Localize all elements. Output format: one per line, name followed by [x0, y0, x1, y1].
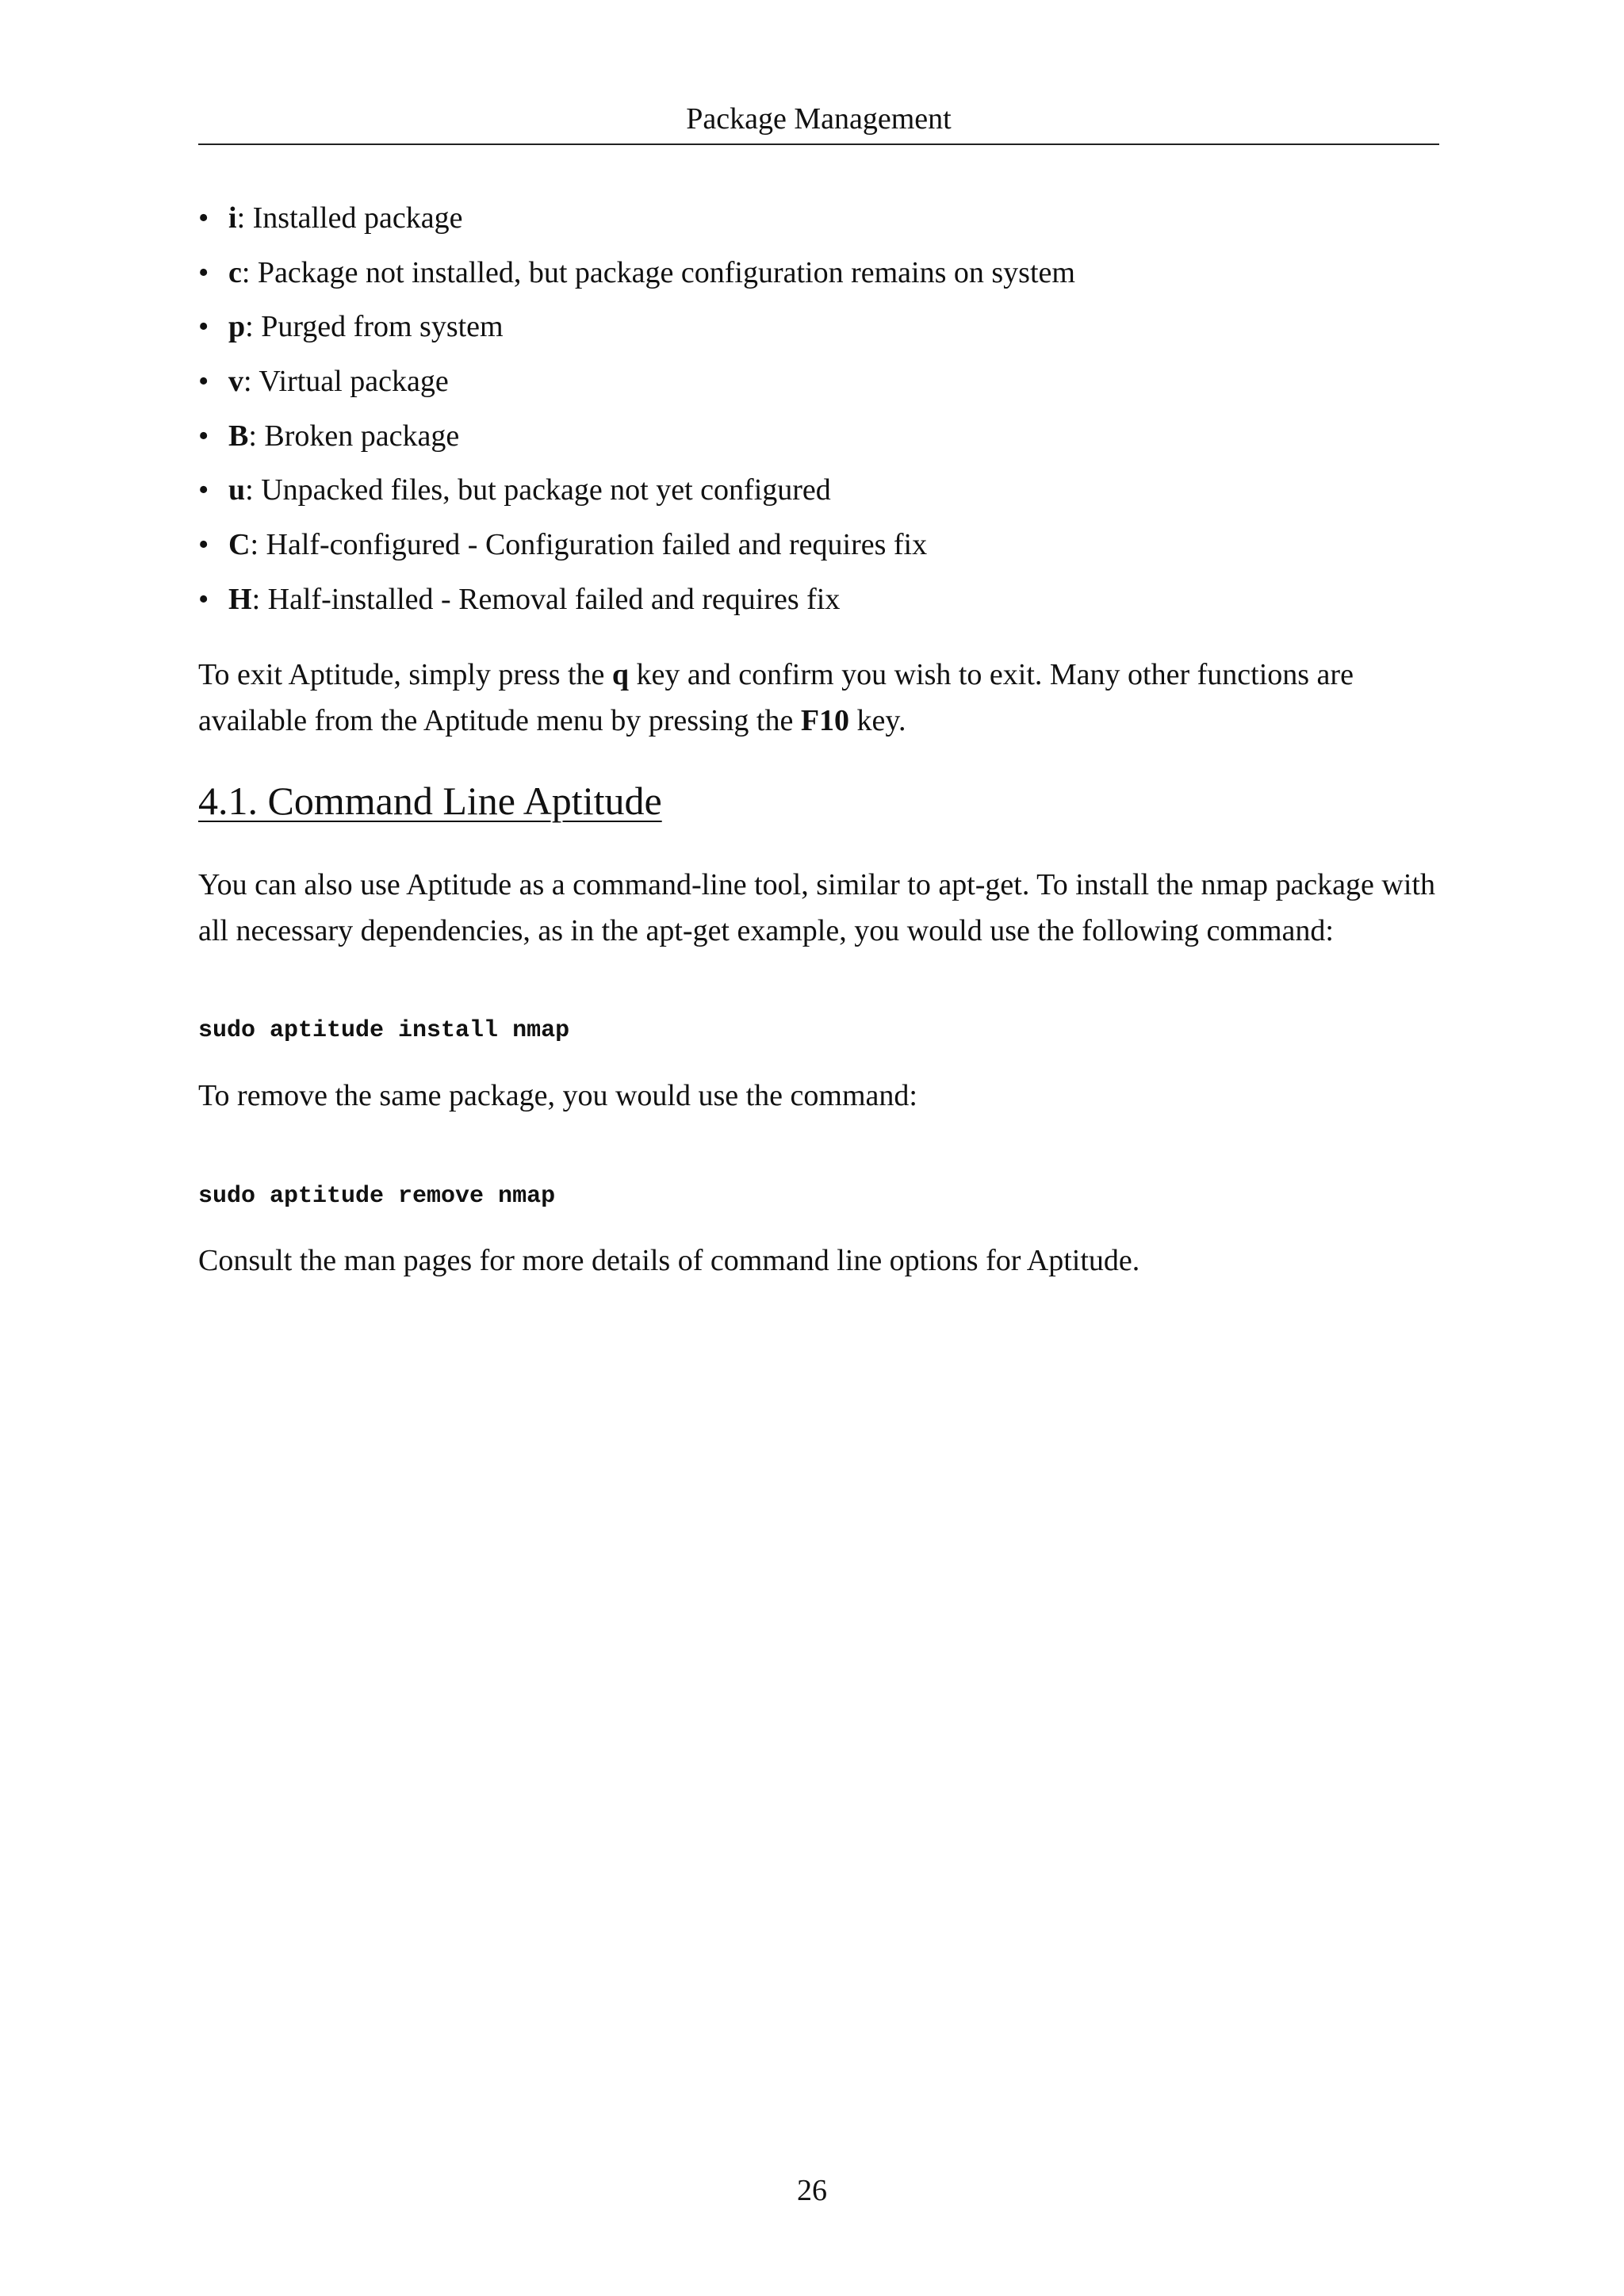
bullet-icon: •	[198, 201, 209, 235]
legend-item	[198, 464, 1075, 519]
bullet-icon: •	[198, 365, 209, 399]
legend-item	[198, 300, 1075, 355]
legend-description: : Unpacked files, but package not yet configured	[245, 473, 831, 507]
legend-code: C	[228, 528, 251, 562]
exit-text-2: key and confirm you wish to exit. Many other functions are available from the Aptitude menu by pressing the	[198, 658, 1354, 737]
legend-code: c	[228, 255, 242, 289]
legend-item	[198, 355, 1075, 410]
exit-text-3: key.	[849, 704, 906, 737]
exit-paragraph	[198, 652, 1439, 744]
section-intro-paragraph: You can also use Aptitude as a command-line tool, similar to apt-get. To install the nmap package with all necessary dependencies, as in the apt-get example, you would use the following command:	[198, 868, 1435, 947]
bullet-icon: •	[198, 310, 209, 344]
legend-item	[198, 247, 1075, 301]
bullet-icon: •	[198, 473, 209, 507]
legend-code: B	[228, 419, 249, 453]
legend-code: v	[228, 365, 243, 399]
legend-code: u	[228, 473, 246, 507]
legend-description: : Broken package	[248, 419, 460, 453]
legend-description: : Package not installed, but package configuration remains on system	[241, 255, 1075, 289]
legend-item	[198, 519, 1075, 573]
legend-code: H	[228, 582, 252, 616]
section-heading: 4.1. Command Line Aptitude	[198, 779, 662, 823]
remove-intro-paragraph: To remove the same package, you would use the command:	[198, 1079, 917, 1112]
bullet-icon: •	[198, 528, 209, 562]
legend-description: : Half-configured - Configuration failed and requires fix	[250, 528, 928, 562]
legend-description: : Half-installed - Removal failed and requires fix	[251, 582, 841, 616]
exit-text-1: To exit Aptitude, simply press the	[198, 658, 612, 691]
legend-item	[198, 573, 1075, 628]
legend-item	[198, 410, 1075, 465]
remove-command: sudo aptitude remove nmap	[198, 1183, 556, 1210]
running-header: Package Management	[686, 102, 952, 136]
menu-key: F10	[800, 704, 850, 737]
legend-description: : Purged from system	[245, 310, 504, 344]
quit-key: q	[611, 658, 630, 691]
legend-code: i	[228, 201, 237, 235]
legend-code: p	[228, 310, 246, 344]
bullet-icon: •	[198, 419, 209, 453]
bullet-icon: •	[198, 255, 209, 289]
legend-description: : Installed package	[236, 201, 463, 235]
install-command: sudo aptitude install nmap	[198, 1017, 570, 1044]
page-number: 26	[797, 2174, 827, 2207]
header-rule	[198, 144, 1439, 145]
legend-item	[198, 192, 1075, 247]
package-state-legend	[198, 192, 1075, 628]
bullet-icon: •	[198, 582, 209, 616]
outro-paragraph: Consult the man pages for more details of command line options for Aptitude.	[198, 1244, 1140, 1277]
legend-description: : Virtual package	[243, 365, 449, 399]
